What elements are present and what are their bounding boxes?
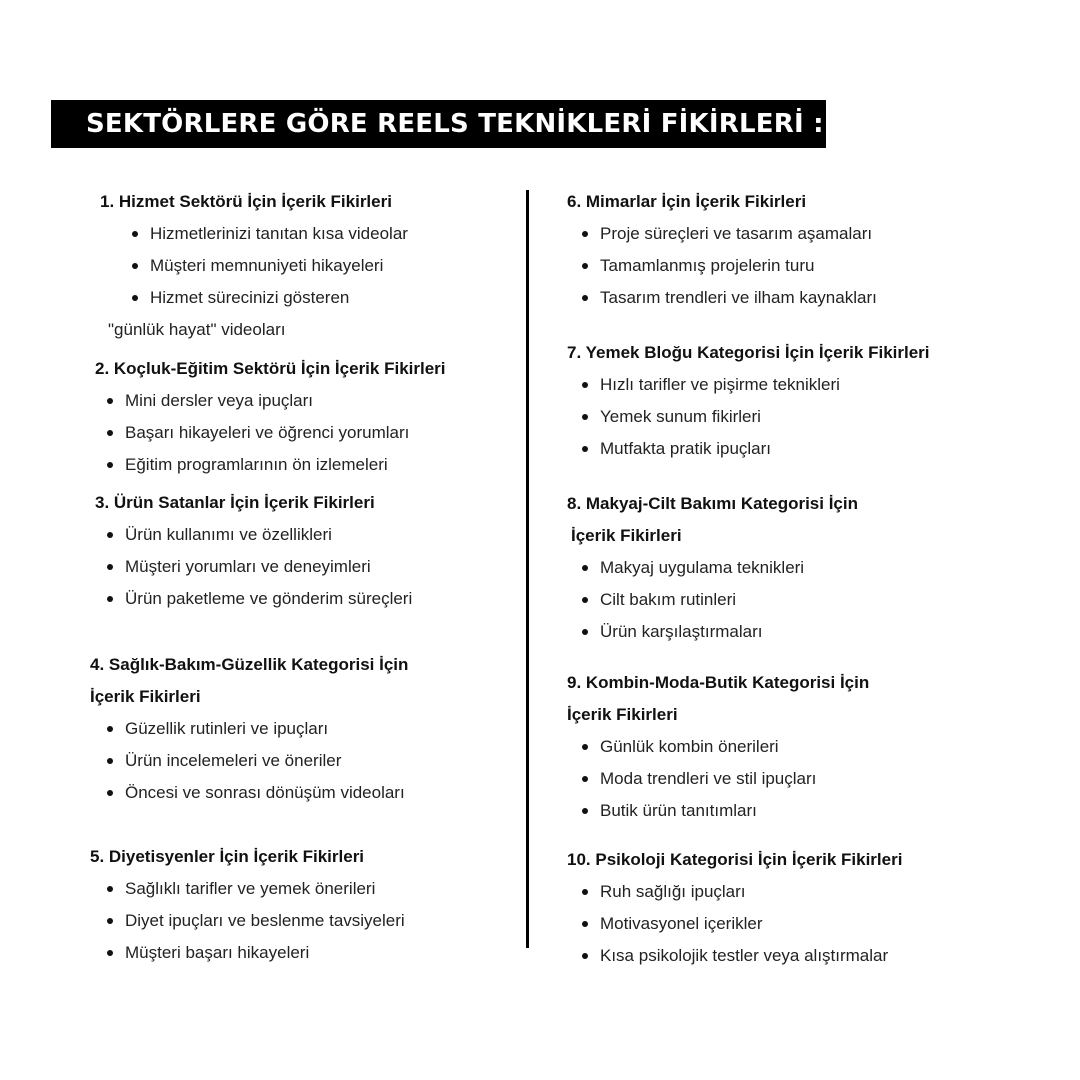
section-heading: 7. Yemek Bloğu Kategorisi İçin İçerik Fikirleri <box>567 343 930 362</box>
list-item: Sağlıklı tarifler ve yemek önerileri <box>107 873 405 905</box>
list-item: Makyaj uygulama teknikleri <box>582 552 858 584</box>
section-heading-line: 9. Kombin-Moda-Butik Kategorisi İçin <box>567 673 870 692</box>
list-item: Günlük kombin önerileri <box>582 731 869 763</box>
section-yemek <box>567 337 930 465</box>
section-saglik <box>90 649 408 809</box>
list-item: Güzellik rutinleri ve ipuçları <box>107 713 408 745</box>
list-item: Tamamlanmış projelerin turu <box>582 250 877 282</box>
section-diyetisyen <box>90 841 405 969</box>
page-title: SEKTÖRLERE GÖRE REELS TEKNİKLERİ FİKİRLERİ : <box>51 100 826 148</box>
list-item: Ürün paketleme ve gönderim süreçleri <box>107 583 412 615</box>
section-heading-line: 8. Makyaj-Cilt Bakımı Kategorisi İçin <box>567 494 858 513</box>
section-urun <box>95 487 412 615</box>
section-heading: 1. Hizmet Sektörü İçin İçerik Fikirleri <box>100 192 392 211</box>
list-item: Hızlı tarifler ve pişirme teknikleri <box>582 369 930 401</box>
section-heading-line: İçerik Fikirleri <box>567 705 678 724</box>
section-heading-line: İçerik Fikirleri <box>571 526 682 545</box>
section-heading-line: 4. Sağlık-Bakım-Güzellik Kategorisi İçin <box>90 655 409 674</box>
list-item: Mutfakta pratik ipuçları <box>582 433 930 465</box>
list-item: Tasarım trendleri ve ilham kaynakları <box>582 282 877 314</box>
section-kocluk <box>95 353 446 481</box>
section-makyaj <box>567 488 858 648</box>
section-heading: 3. Ürün Satanlar İçin İçerik Fikirleri <box>95 493 375 512</box>
list-item: Kısa psikolojik testler veya alıştırmalar <box>582 940 902 972</box>
list-item: Başarı hikayeleri ve öğrenci yorumları <box>107 417 446 449</box>
list-item: Müşteri memnuniyeti hikayeleri <box>132 250 408 282</box>
list-item: Ürün karşılaştırmaları <box>582 616 858 648</box>
section-heading-line: İçerik Fikirleri <box>90 687 201 706</box>
list-item-continuation: "günlük hayat" videoları <box>108 320 286 339</box>
section-hizmet <box>100 186 408 346</box>
list-item: Proje süreçleri ve tasarım aşamaları <box>582 218 877 250</box>
section-heading <box>90 649 408 713</box>
column-divider <box>526 190 529 948</box>
list-item: Hizmetlerinizi tanıtan kısa videolar <box>132 218 408 250</box>
section-heading: 10. Psikoloji Kategorisi İçin İçerik Fikirleri <box>567 850 903 869</box>
list-item: Müşteri başarı hikayeleri <box>107 937 405 969</box>
section-mimar <box>567 186 877 314</box>
list-item: Motivasyonel içerikler <box>582 908 902 940</box>
list-item: Ruh sağlığı ipuçları <box>582 876 902 908</box>
list-item: Diyet ipuçları ve beslenme tavsiyeleri <box>107 905 405 937</box>
list-item: Eğitim programlarının ön izlemeleri <box>107 449 446 481</box>
section-psikoloji <box>567 844 902 972</box>
section-heading: 6. Mimarlar İçin İçerik Fikirleri <box>567 192 807 211</box>
list-item: Cilt bakım rutinleri <box>582 584 858 616</box>
list-item: Moda trendleri ve stil ipuçları <box>582 763 869 795</box>
list-item: Ürün kullanımı ve özellikleri <box>107 519 412 551</box>
list-item: Müşteri yorumları ve deneyimleri <box>107 551 412 583</box>
list-item: Öncesi ve sonrası dönüşüm videoları <box>107 777 408 809</box>
section-heading: 2. Koçluk-Eğitim Sektörü İçin İçerik Fikirleri <box>95 359 446 378</box>
list-item: Hizmet sürecinizi gösteren <box>132 282 408 314</box>
list-item: Butik ürün tanıtımları <box>582 795 869 827</box>
section-kombin <box>567 667 869 827</box>
section-heading <box>567 488 858 552</box>
list-item: Mini dersler veya ipuçları <box>107 385 446 417</box>
list-item: Ürün incelemeleri ve öneriler <box>107 745 408 777</box>
section-heading: 5. Diyetisyenler İçin İçerik Fikirleri <box>90 847 365 866</box>
section-heading <box>567 667 869 731</box>
list-item: Yemek sunum fikirleri <box>582 401 930 433</box>
